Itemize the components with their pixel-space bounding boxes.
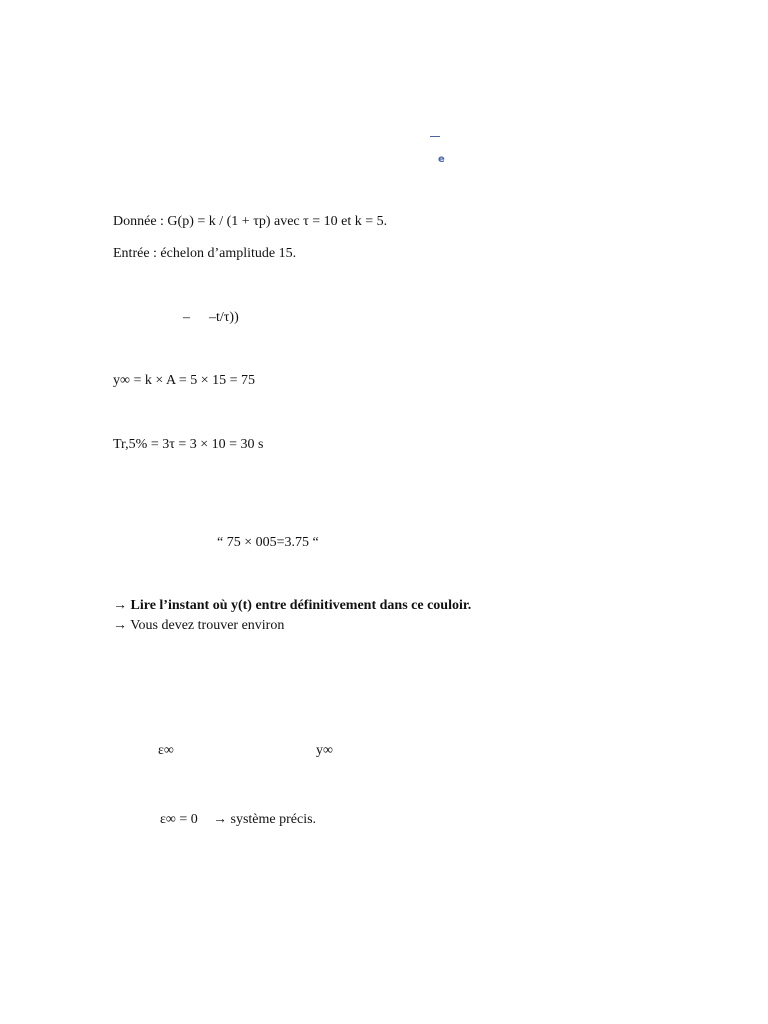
precision-conclusion: → système précis. [213, 812, 317, 827]
mark-e: e [438, 154, 445, 165]
instruction-find: → Vous devez trouver environ [113, 618, 285, 633]
given-transfer-function: Donnée : G(p) = k / (1 + τp) avec τ = 10 et k = 5. [113, 214, 388, 229]
epsilon-zero: ε∞ = 0 [160, 812, 198, 827]
y-inf-label: y∞ [316, 743, 333, 758]
response-dash: – [183, 310, 190, 325]
rise-time: Tr,5% = 3τ = 3 × 10 = 30 s [113, 437, 264, 452]
epsilon-inf-label: ε∞ [158, 743, 174, 758]
tolerance-band: “ 75 × 005=3.75 “ [217, 535, 319, 550]
response-exp-fragment: –t/τ)) [209, 310, 239, 325]
decorative-dash [430, 136, 440, 137]
final-value: y∞ = k × A = 5 × 15 = 75 [113, 373, 256, 388]
instruction-read-time: → Lire l’instant où y(t) entre définitivement dans ce couloir. [113, 598, 472, 613]
given-input: Entrée : échelon d’amplitude 15. [113, 246, 297, 261]
